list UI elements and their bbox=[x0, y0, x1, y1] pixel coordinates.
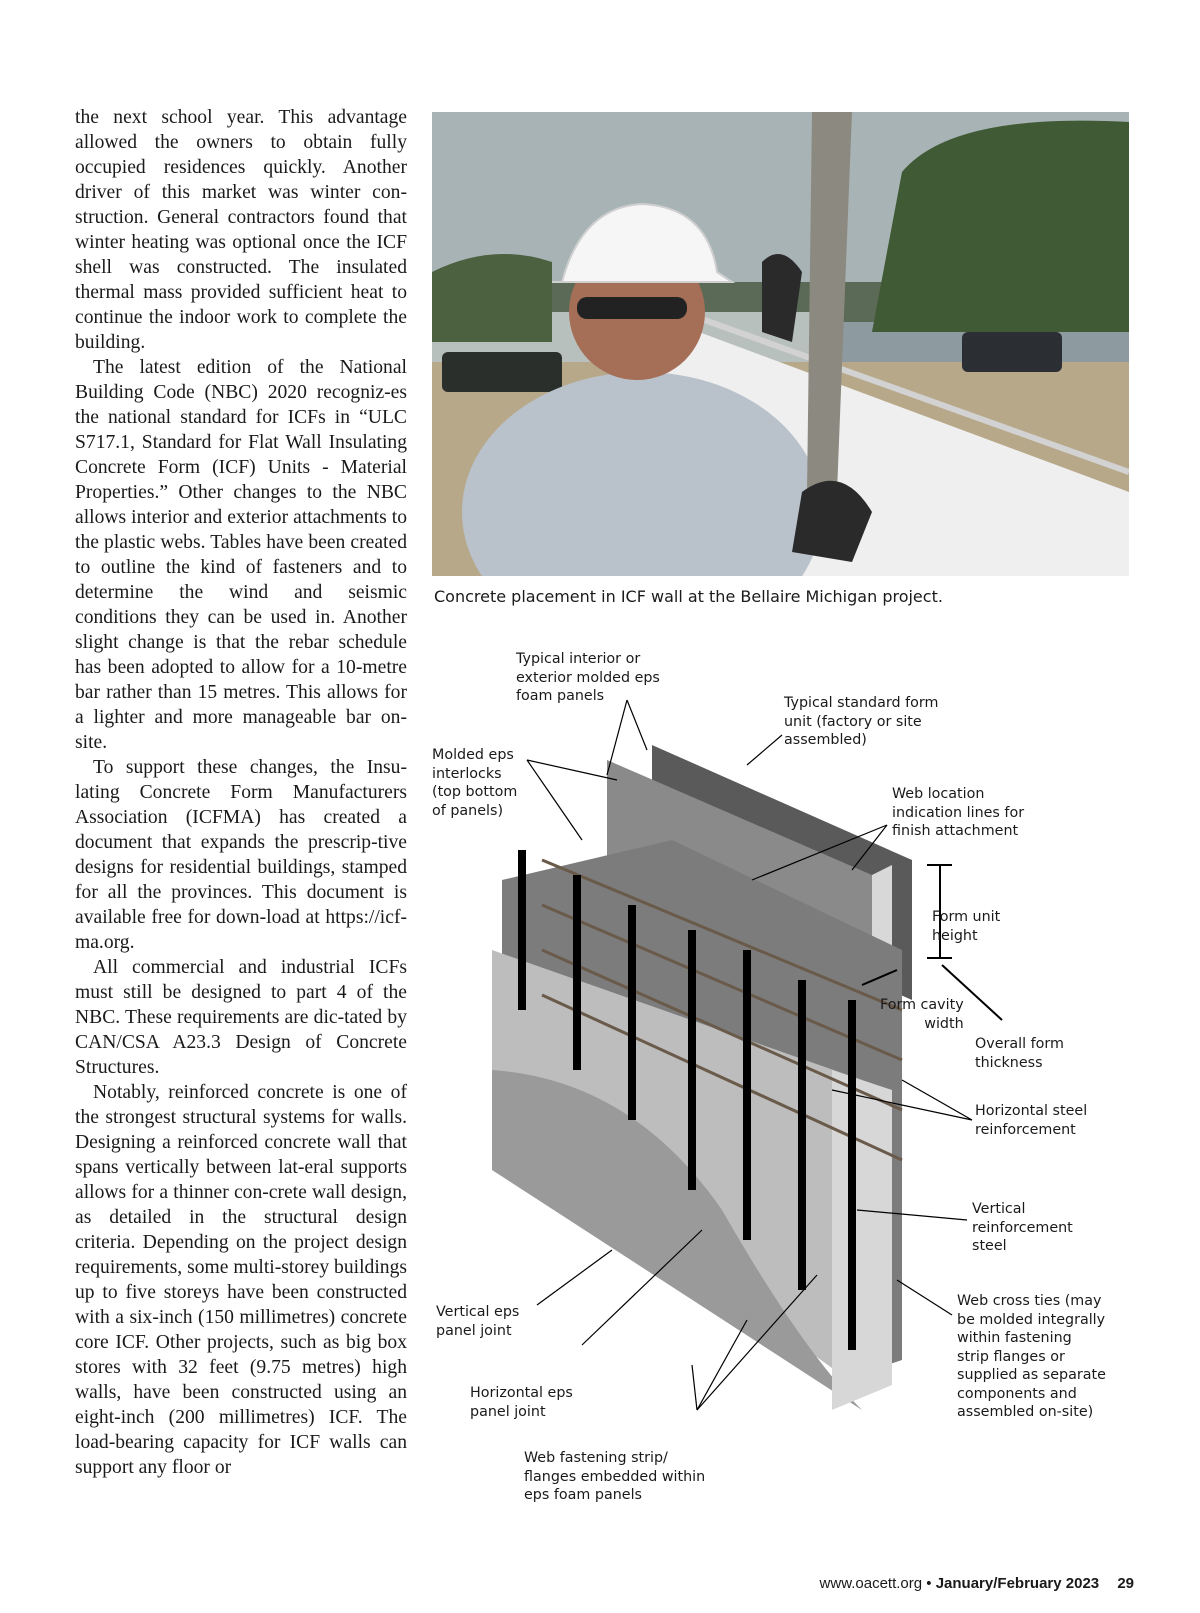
paragraph: All commercial and industrial ICFs must still be designed to part 4 of the NBC. These requirements are dic-tated by CAN/CSA A23.3 Design of Concrete Structures. bbox=[75, 957, 407, 1078]
label-interlocks: Molded eps interlocks (top bottom of panels) bbox=[432, 747, 518, 819]
paragraph: To support these changes, the Insu-lating Concrete Form Manufacturers Association (ICFMA) has created a document that expands the prescrip-tive designs for residential buildings, stamped for all the provinces. This document is available free for down-load at https://icf-ma.org. bbox=[75, 757, 407, 953]
label-overall-thickness: Overall form thickness bbox=[975, 1036, 1064, 1071]
page-footer bbox=[820, 1575, 1134, 1592]
article-body bbox=[75, 105, 407, 1480]
paragraph: Notably, reinforced concrete is one of the strongest structural systems for walls. Designing a reinforced concrete wall that spans vertically between lat-eral supports allows for a thinner con-crete wall design, as detailed in the structural design criteria. Depending on the project design requirements, some multi-storey buildings up to five storeys have been constructed with a six-inch (150 millimetres) concrete core ICF. Other projects, such as big box stores with 32 feet (9.75 metres) high walls, have been constructed using an eight-inch (200 millimetres) ICF. The load-bearing capacity for ICF walls can support any floor or bbox=[75, 1082, 407, 1478]
label-cavity-width: Form cavity width bbox=[880, 997, 964, 1032]
footer-issue: January/February 2023 bbox=[935, 1575, 1100, 1592]
paragraph: The latest edition of the National Building Code (NBC) 2020 recogniz-es the national standard for ICFs in “ULC S717.1, Standard for Flat Wall Insulating Concrete Form (ICF) Units - Material Properties.” Other changes to the NBC allows interior and exterior attachments to the plastic webs. Tables have been created to outline the kind of fasteners and to determine the wind and seismic conditions they can be used in. Another slight change is that the rebar schedule has been adopted to allow for a 10-metre bar rather than 15 metres. This allows for a lighter and more manageable bar on-site. bbox=[75, 357, 407, 753]
paragraph: the next school year. This advantage allowed the owners to obtain fully occupied residences quickly. Another driver of this market was winter con-struction. General contractors found that winter heating was optional once the ICF shell was constructed. The insulated thermal mass provided sufficient heat to continue the indoor work to complete the building. bbox=[75, 107, 407, 353]
icf-wall-diagram bbox=[432, 650, 1152, 1520]
label-standard-form: Typical standard form unit (factory or site assembled) bbox=[784, 695, 939, 748]
footer-separator: • bbox=[926, 1575, 932, 1592]
label-horizontal-joint: Horizontal eps panel joint bbox=[470, 1385, 573, 1420]
label-cross-ties: Web cross ties (may be molded integrally within fastening strip flanges or supplied as separate components and assembled on-site) bbox=[957, 1293, 1106, 1420]
label-horizontal-steel: Horizontal steel reinforcement bbox=[975, 1103, 1088, 1138]
construction-photo bbox=[432, 112, 1129, 576]
page-number: 29 bbox=[1117, 1575, 1134, 1592]
footer-website: www.oacett.org bbox=[819, 1575, 923, 1592]
label-interior-panels: Typical interior or exterior molded eps foam panels bbox=[516, 651, 660, 704]
label-form-height: Form unit height bbox=[932, 909, 1001, 944]
label-web-location: Web location indication lines for finish attachment bbox=[892, 786, 1025, 839]
label-vertical-joint: Vertical eps panel joint bbox=[436, 1304, 520, 1339]
label-fastening-strip: Web fastening strip/ flanges embedded within eps foam panels bbox=[524, 1450, 706, 1503]
photo-caption: Concrete placement in ICF wall at the Bellaire Michigan project. bbox=[434, 587, 943, 606]
label-vertical-steel: Vertical reinforcement steel bbox=[972, 1201, 1073, 1254]
